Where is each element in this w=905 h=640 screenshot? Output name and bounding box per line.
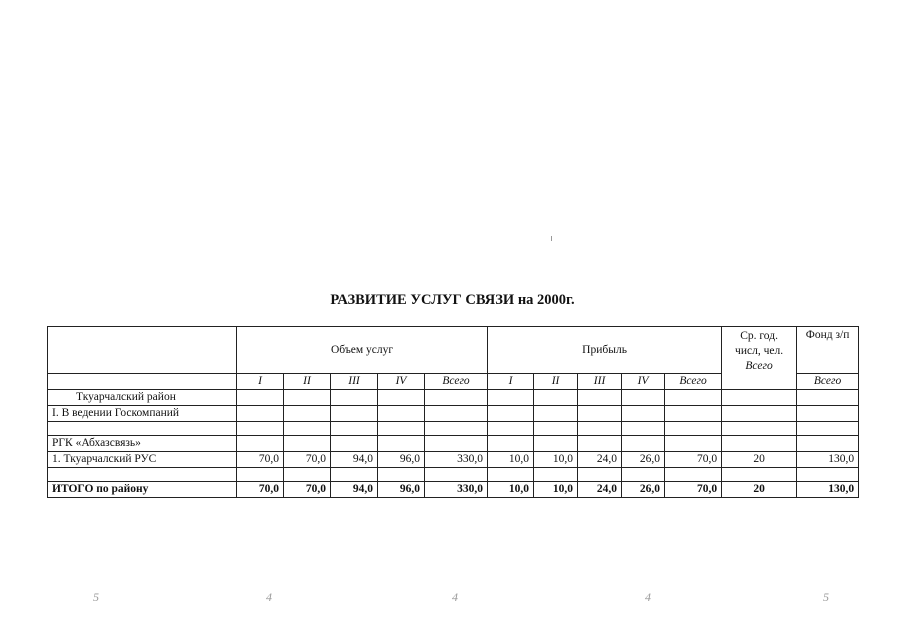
total-vol-q2: 70,0 <box>284 482 331 498</box>
vol-q1-header: I <box>237 374 284 390</box>
total-vol-total: 330,0 <box>425 482 488 498</box>
vol-total-header: Всего <box>425 374 488 390</box>
district-label: Ткуарчалский район <box>48 390 237 406</box>
services-table <box>47 326 859 498</box>
table-row <box>48 390 859 406</box>
avg-staff-label: Ср. год. числ, чел. <box>735 330 784 357</box>
margin-mark: 5 <box>93 590 99 604</box>
gov-section-label: I. В ведении Госкомпаний <box>48 406 237 422</box>
total-staff: 20 <box>722 482 797 498</box>
total-profit-q3: 24,0 <box>578 482 622 498</box>
total-name: ИТОГО по району <box>48 482 237 498</box>
rus-vol-q3: 94,0 <box>331 452 378 468</box>
rus-fund: 130,0 <box>797 452 859 468</box>
vol-q2-header: II <box>284 374 331 390</box>
profit-q2-header: II <box>534 374 578 390</box>
rus-vol-total: 330,0 <box>425 452 488 468</box>
total-fund: 130,0 <box>797 482 859 498</box>
rus-profit-q4: 26,0 <box>622 452 665 468</box>
wage-fund-header: Фонд з/п <box>797 327 859 374</box>
profit-q3-header: III <box>578 374 622 390</box>
table-row <box>48 406 859 422</box>
table-row <box>48 468 859 482</box>
table-row <box>48 436 859 452</box>
rus-vol-q1: 70,0 <box>237 452 284 468</box>
vol-q3-header: III <box>331 374 378 390</box>
rus-vol-q2: 70,0 <box>284 452 331 468</box>
table-row <box>48 422 859 436</box>
total-profit-total: 70,0 <box>665 482 722 498</box>
avg-staff-total: Всего <box>745 360 773 372</box>
rus-vol-q4: 96,0 <box>378 452 425 468</box>
total-vol-q1: 70,0 <box>237 482 284 498</box>
scan-speck <box>551 236 552 241</box>
profit-header: Прибыль <box>488 327 722 374</box>
rus-profit-q2: 10,0 <box>534 452 578 468</box>
total-row <box>48 482 859 498</box>
vol-q4-header: IV <box>378 374 425 390</box>
header-row-1 <box>48 327 859 374</box>
volume-header: Объем услуг <box>237 327 488 374</box>
profit-total-header: Всего <box>665 374 722 390</box>
total-profit-q4: 26,0 <box>622 482 665 498</box>
profit-q4-header: IV <box>622 374 665 390</box>
fund-total-header: Всего <box>797 374 859 390</box>
total-vol-q3: 94,0 <box>331 482 378 498</box>
margin-mark: 4 <box>452 590 458 604</box>
rus-name: 1. Ткуарчалский РУС <box>48 452 237 468</box>
total-profit-q2: 10,0 <box>534 482 578 498</box>
company-label: РГК «Абхазсвязь» <box>48 436 237 452</box>
avg-staff-header <box>722 327 797 390</box>
header-empty-cell <box>48 327 237 374</box>
total-vol-q4: 96,0 <box>378 482 425 498</box>
document-title: РАЗВИТИЕ УСЛУГ СВЯЗИ на 2000г. <box>330 292 575 308</box>
header-empty-cell-2 <box>48 374 237 390</box>
margin-mark: 4 <box>266 590 272 604</box>
profit-q1-header: I <box>488 374 534 390</box>
rus-profit-q1: 10,0 <box>488 452 534 468</box>
table-row <box>48 452 859 468</box>
rus-staff: 20 <box>722 452 797 468</box>
rus-profit-total: 70,0 <box>665 452 722 468</box>
total-profit-q1: 10,0 <box>488 482 534 498</box>
margin-mark: 5 <box>823 590 829 604</box>
margin-mark: 4 <box>645 590 651 604</box>
rus-profit-q3: 24,0 <box>578 452 622 468</box>
